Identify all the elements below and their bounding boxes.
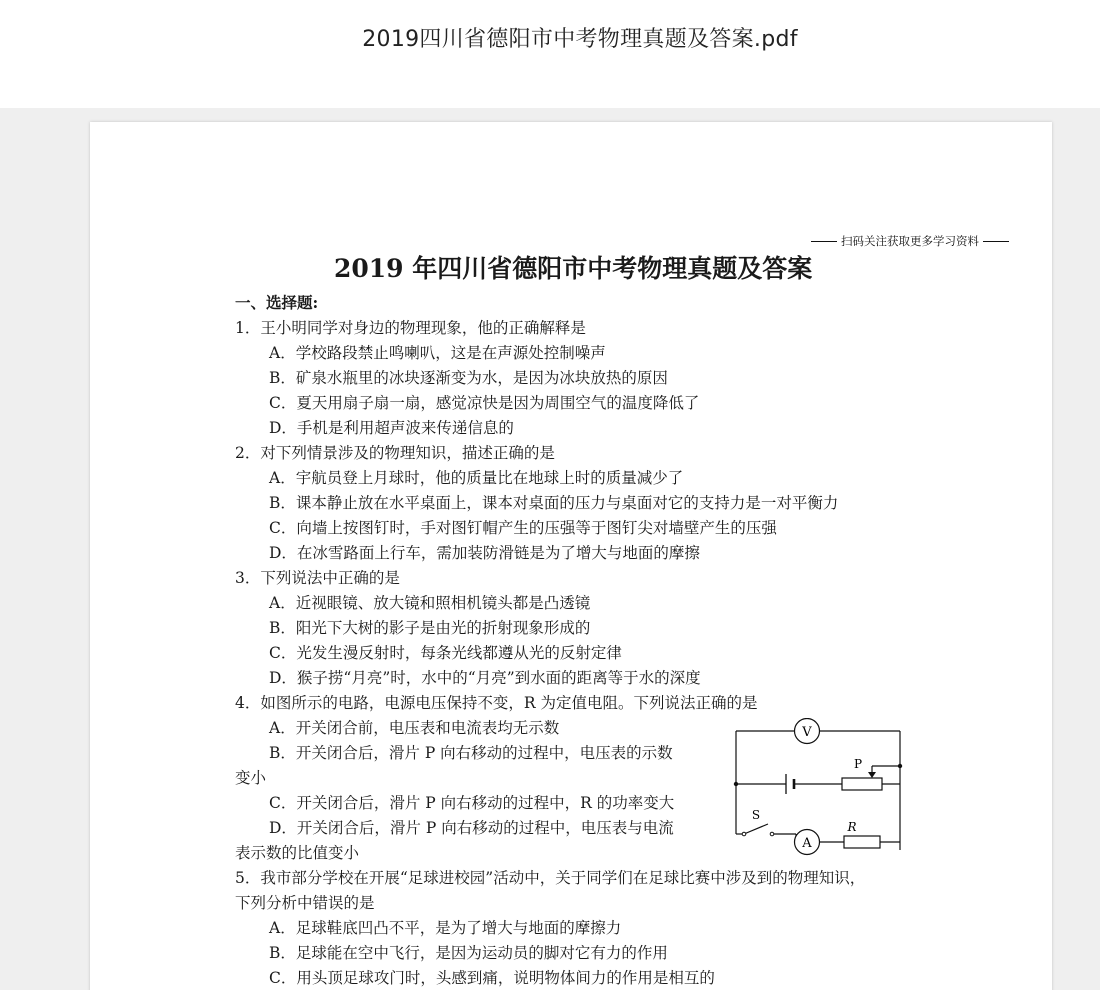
ammeter-label: A — [802, 836, 812, 851]
question-3-stem: 3．下列说法中正确的是 — [235, 569, 400, 587]
question-2-option-a: A．宇航员登上月球时，他的质量比在地球上时的质量减少了 — [269, 469, 684, 487]
question-3-option-b: B．阳光下大树的影子是由光的折射现象形成的 — [269, 619, 591, 637]
question-1-option-c: C．夏天用扇子扇一扇，感觉凉快是因为周围空气的温度降低了 — [269, 394, 700, 412]
slider-label: P — [853, 757, 863, 771]
question-3-option-a: A．近视眼镜、放大镜和照相机镜头都是凸透镜 — [269, 594, 591, 612]
question-4-option-d: D．开关闭合后，滑片 P 向右移动的过程中，电压表与电流 — [269, 819, 674, 837]
question-2-option-c: C．向墙上按图钉时，手对图钉帽产生的压强等于图钉尖对墙壁产生的压强 — [269, 519, 777, 537]
question-5-stem-cont: 下列分析中错误的是 — [235, 894, 375, 912]
header-note: 扫码关注获取更多学习资料 — [807, 233, 1013, 249]
section-heading: 一、选择题: — [235, 293, 319, 312]
question-4-stem: 4．如图所示的电路，电源电压保持不变，R 为定值电阻。下列说法正确的是 — [235, 694, 758, 712]
circuit-diagram — [726, 718, 916, 860]
file-title: 2019四川省德阳市中考物理真题及答案.pdf — [362, 27, 798, 52]
question-3-option-d: D．猴子捞“月亮”时，水中的“月亮”到水面的距离等于水的深度 — [269, 669, 701, 687]
question-5-option-a: A．足球鞋底凹凸不平，是为了增大与地面的摩擦力 — [269, 919, 622, 937]
question-2-option-d: D．在冰雪路面上行车，需加装防滑链是为了增大与地面的摩擦 — [269, 544, 700, 562]
question-5-option-b: B．足球能在空中飞行，是因为运动员的脚对它有力的作用 — [269, 944, 668, 962]
resistor-label: R — [847, 820, 857, 834]
question-1-stem: 1．王小明同学对身边的物理现象，他的正确解释是 — [235, 319, 586, 337]
question-4-option-d-cont: 表示数的比值变小 — [235, 844, 360, 862]
question-2-stem: 2．对下列情景涉及的物理知识，描述正确的是 — [235, 444, 555, 462]
pdf-page — [90, 122, 1052, 990]
question-4-option-a: A．开关闭合前，电压表和电流表均无示数 — [269, 719, 560, 737]
viewer-toolbar — [0, 0, 1100, 108]
question-5-option-c: C．用头顶足球攻门时，头感到痛，说明物体间力的作用是相互的 — [269, 969, 715, 987]
question-3-option-c: C．光发生漫反射时，每条光线都遵从光的反射定律 — [269, 644, 622, 662]
question-1-option-b: B．矿泉水瓶里的冰块逐渐变为水，是因为冰块放热的原因 — [269, 369, 668, 387]
question-1-option-d: D．手机是利用超声波来传递信息的 — [269, 419, 514, 437]
voltmeter-label: V — [802, 725, 812, 740]
question-4-option-c: C．开关闭合后，滑片 P 向右移动的过程中，R 的功率变大 — [269, 794, 675, 812]
document-viewer[interactable] — [0, 108, 1100, 990]
question-1-option-a: A．学校路段禁止鸣喇叭，这是在声源处控制噪声 — [269, 344, 606, 362]
question-4-option-b-cont: 变小 — [235, 769, 267, 787]
question-2-option-b: B．课本静止放在水平桌面上，课本对桌面的压力与桌面对它的支持力是一对平衡力 — [269, 494, 839, 512]
question-5-stem: 5．我市部分学校在开展“足球进校园”活动中，关于同学们在足球比赛中涉及到的物理知识， — [235, 869, 866, 887]
document-title: 2019 年四川省德阳市中考物理真题及答案 — [334, 254, 813, 283]
switch-label: S — [751, 808, 761, 822]
question-4-option-b: B．开关闭合后，滑片 P 向右移动的过程中，电压表的示数 — [269, 744, 673, 762]
